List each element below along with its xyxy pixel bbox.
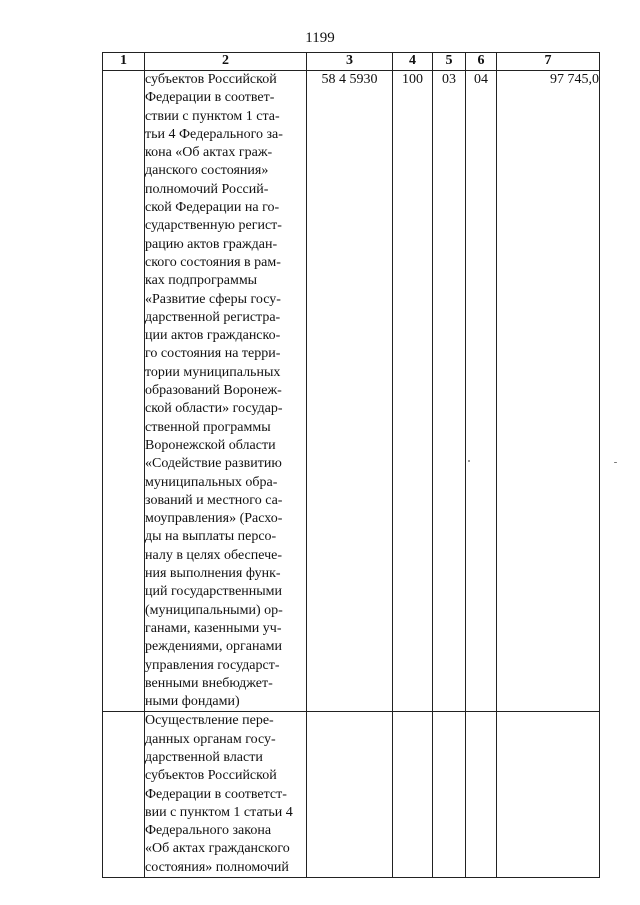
row-2-expense-type — [393, 712, 433, 878]
row-1-section: 03 — [433, 71, 466, 712]
row-2-amount — [497, 712, 600, 878]
row-2-subsection — [466, 712, 497, 878]
description-line: Федерального закона — [145, 823, 272, 839]
description-line: ния выполнения функ- — [145, 566, 281, 582]
description-line: данных органам госу- — [145, 731, 276, 747]
scan-speck — [468, 460, 470, 462]
description-line: тории муниципальных — [145, 364, 281, 380]
description-line: Осуществление пере- — [145, 713, 274, 729]
budget-table — [102, 52, 600, 878]
description-line: вии с пунктом 1 статьи 4 — [145, 804, 293, 820]
row-2-description — [145, 712, 307, 878]
row-1-col-1 — [103, 71, 145, 712]
description-line: ствии с пунктом 1 ста- — [145, 108, 280, 124]
description-line: тьи 4 Федерального за- — [145, 126, 283, 142]
description-line: сударственную регист- — [145, 218, 282, 234]
row-1-description-lines — [145, 71, 306, 711]
description-line: муниципальных обра- — [145, 474, 278, 490]
page-number: 1199 — [305, 30, 335, 46]
header-col-6: 6 — [466, 53, 497, 71]
description-line: полномочий Россий- — [145, 181, 269, 197]
description-line: ской области» государ- — [145, 401, 283, 417]
description-line: (муниципальными) ор- — [145, 602, 283, 618]
description-line: ганами, казенными уч- — [145, 620, 282, 636]
header-col-2: 2 — [145, 53, 307, 71]
table-header-row — [103, 53, 600, 71]
description-line: моуправления» (Расхо- — [145, 511, 283, 527]
description-line: ды на выплаты персо- — [145, 529, 277, 545]
row-1-expense-type: 100 — [393, 71, 433, 712]
header-col-1: 1 — [103, 53, 145, 71]
description-line: венными внебюджет- — [145, 675, 273, 691]
description-line: данского состояния» — [145, 163, 269, 179]
header-col-7: 7 — [497, 53, 600, 71]
description-line: «Об актах гражданского — [145, 841, 290, 857]
header-col-5: 5 — [433, 53, 466, 71]
description-line: Федерации в соответ- — [145, 90, 275, 106]
description-line: дарственной власти — [145, 749, 263, 765]
scan-speck — [614, 462, 617, 463]
description-line: субъектов Российской — [145, 768, 277, 784]
description-line: ными фондами) — [145, 694, 240, 710]
description-line: состояния» полномочий — [145, 859, 289, 875]
description-line: ции актов гражданско- — [145, 328, 281, 344]
description-line: ственной программы — [145, 419, 271, 435]
description-line: ций государственными — [145, 584, 283, 600]
row-1-subsection: 04 — [466, 71, 497, 712]
header-col-3: 3 — [307, 53, 393, 71]
description-line: Воронежской области — [145, 437, 276, 453]
description-line: зований и местного са- — [145, 492, 283, 508]
description-line: ского состояния в рам- — [145, 254, 281, 270]
table-row — [103, 712, 600, 878]
row-2-target-code — [307, 712, 393, 878]
row-2-col-1 — [103, 712, 145, 878]
description-line: дарственной регистра- — [145, 309, 281, 325]
row-1-target-code: 58 4 5930 — [307, 71, 393, 712]
description-line: кона «Об актах граж- — [145, 145, 273, 161]
description-line: налу в целях обеспече- — [145, 547, 283, 563]
table-row — [103, 71, 600, 712]
row-1-amount: 97 745,0 — [497, 71, 600, 712]
description-line: го состояния на терри- — [145, 346, 281, 362]
description-line: «Развитие сферы госу- — [145, 291, 281, 307]
description-line: управления государст- — [145, 657, 280, 673]
description-line: Федерации в соответст- — [145, 786, 287, 802]
description-line: реждениями, органами — [145, 639, 283, 655]
description-line: рацию актов граждан- — [145, 236, 278, 252]
description-line: ках подпрограммы — [145, 273, 258, 289]
row-1-description — [145, 71, 307, 712]
header-col-4: 4 — [393, 53, 433, 71]
description-line: «Содействие развитию — [145, 456, 282, 472]
description-line: образований Воронеж- — [145, 383, 282, 399]
row-2-description-lines — [145, 712, 306, 877]
row-2-section — [433, 712, 466, 878]
description-line: ской Федерации на го- — [145, 200, 280, 216]
description-line: субъектов Российской — [145, 72, 277, 87]
